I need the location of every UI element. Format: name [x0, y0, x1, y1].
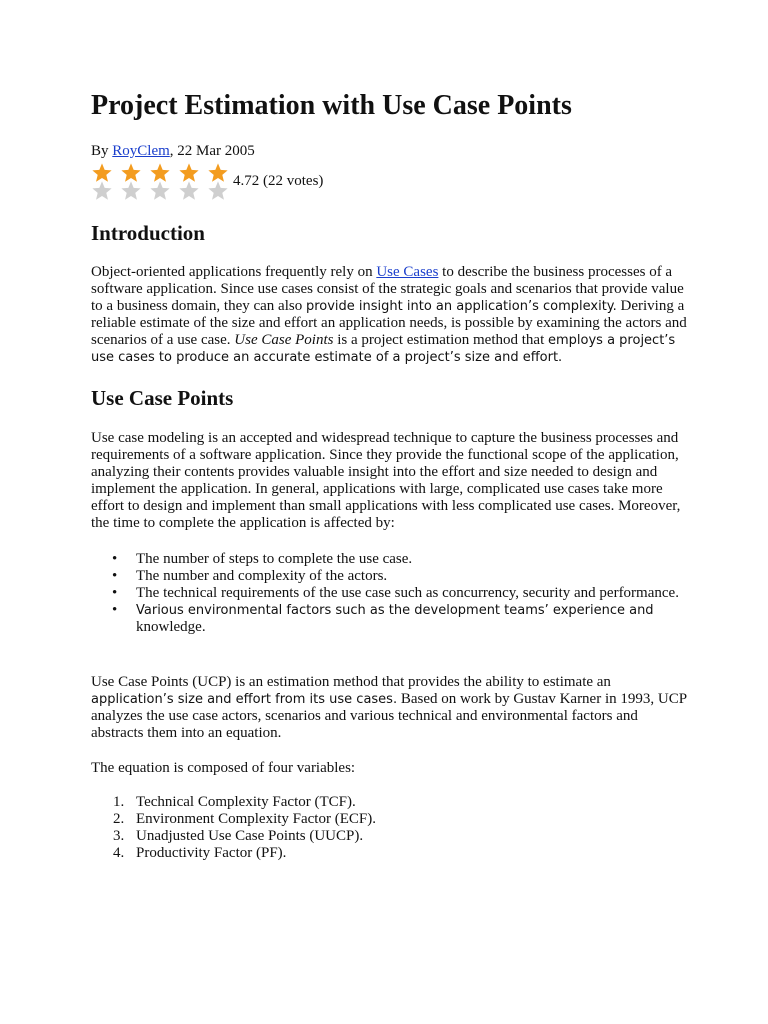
list-number: 2. [113, 811, 125, 827]
list-item [91, 828, 691, 845]
use-case-points-heading: Use Case Points [91, 386, 234, 410]
empty-star-icon[interactable] [120, 180, 142, 202]
ucp-paragraph-3: The equation is composed of four variables: [91, 760, 356, 776]
list-item [91, 585, 691, 602]
ucp-paragraph-1: Use case modeling is an accepted and widespread technique to capture the business processes and requirements of a software application. Since they provide the functional scope of the application, analyzing their contents provides valuable insight into the effort and size needed to design and implement the application. In general, applications with large, complicated use cases take more effort to design and implement than small applications with less complicated use cases. Moreover, the time to complete the application is affected by: [91, 430, 681, 531]
list-item [91, 551, 691, 568]
list-number: 3. [113, 828, 125, 844]
list-item-text: The technical requirements of the use case such as concurrency, security and performance. [136, 585, 679, 601]
introduction-paragraph [91, 264, 691, 366]
list-item-text: Environment Complexity Factor (ECF). [136, 811, 376, 827]
list-item [91, 811, 691, 828]
list-item [91, 602, 691, 636]
intro-text-6: is a project estimation method that [333, 332, 548, 348]
use-cases-link[interactable]: Use Cases [376, 264, 439, 280]
intro-text-1: Object-oriented applications frequently rely on [91, 264, 377, 280]
list-item [91, 794, 691, 811]
intro-text-2: to describe the business processes of a software application. Since use cases consist of the strategic goals and scenarios that provide value to a business domain, they can also [91, 264, 684, 314]
bullet-icon: • [112, 568, 118, 584]
ucp-text-1: Use Case Points (UCP) is an estimation method that provides the ability to estimate an [91, 674, 611, 690]
ucp-text-3: Based on work by Gustav Karner in 1993, UCP analyzes the use case actors, scenarios and various technical and environmental factors and abstracts them into an equation. [91, 691, 687, 741]
bullet-icon: • [112, 602, 118, 618]
list-item-text: Productivity Factor (PF). [136, 845, 287, 861]
intro-text-4: Deriving a reliable estimate of the size and effort an application needs, is possible by examining the actors and scenarios of a use case. [91, 298, 687, 348]
introduction-heading: Introduction [91, 221, 205, 245]
list-item-text: knowledge. [136, 619, 206, 635]
intro-text-3: provide insight into an application’s complexity. [305, 299, 617, 314]
empty-star-icon[interactable] [178, 180, 200, 202]
list-item-text: The number and complexity of the actors. [136, 568, 388, 584]
list-item-text: The number of steps to complete the use case. [136, 551, 413, 567]
ucp-text-2: application’s size and effort from its use cases. [91, 692, 398, 707]
page-title: Project Estimation with Use Case Points [91, 90, 572, 121]
variables-list [91, 794, 691, 862]
list-number: 4. [113, 845, 125, 861]
factors-list [91, 551, 691, 636]
list-item-text: Various environmental factors such as the development teams’ experience and [136, 603, 654, 618]
rating-widget [91, 162, 391, 204]
byline [91, 142, 255, 160]
list-item [91, 845, 691, 862]
byline-prefix: By [91, 143, 113, 159]
bullet-icon: • [112, 551, 118, 567]
empty-star-icon[interactable] [149, 180, 171, 202]
publish-date: , 22 Mar 2005 [169, 143, 255, 159]
empty-star-icon[interactable] [207, 180, 229, 202]
rating-text: 4.72 (22 votes) [233, 173, 324, 189]
bullet-icon: • [112, 585, 118, 601]
ucp-paragraph-2 [91, 674, 691, 742]
intro-text-5: Use Case Points [234, 332, 334, 348]
empty-star-icon[interactable] [91, 180, 113, 202]
list-item-text: Unadjusted Use Case Points (UUCP). [136, 828, 364, 844]
list-item-text: Technical Complexity Factor (TCF). [136, 794, 356, 810]
author-link[interactable]: RoyClem [112, 143, 170, 159]
list-item [91, 568, 691, 585]
rating-stars-vote[interactable] [91, 180, 229, 202]
intro-text-7: employs a project’s use cases to produce an accurate estimate of a project’s size and effort. [91, 333, 676, 365]
list-number: 1. [113, 794, 125, 810]
